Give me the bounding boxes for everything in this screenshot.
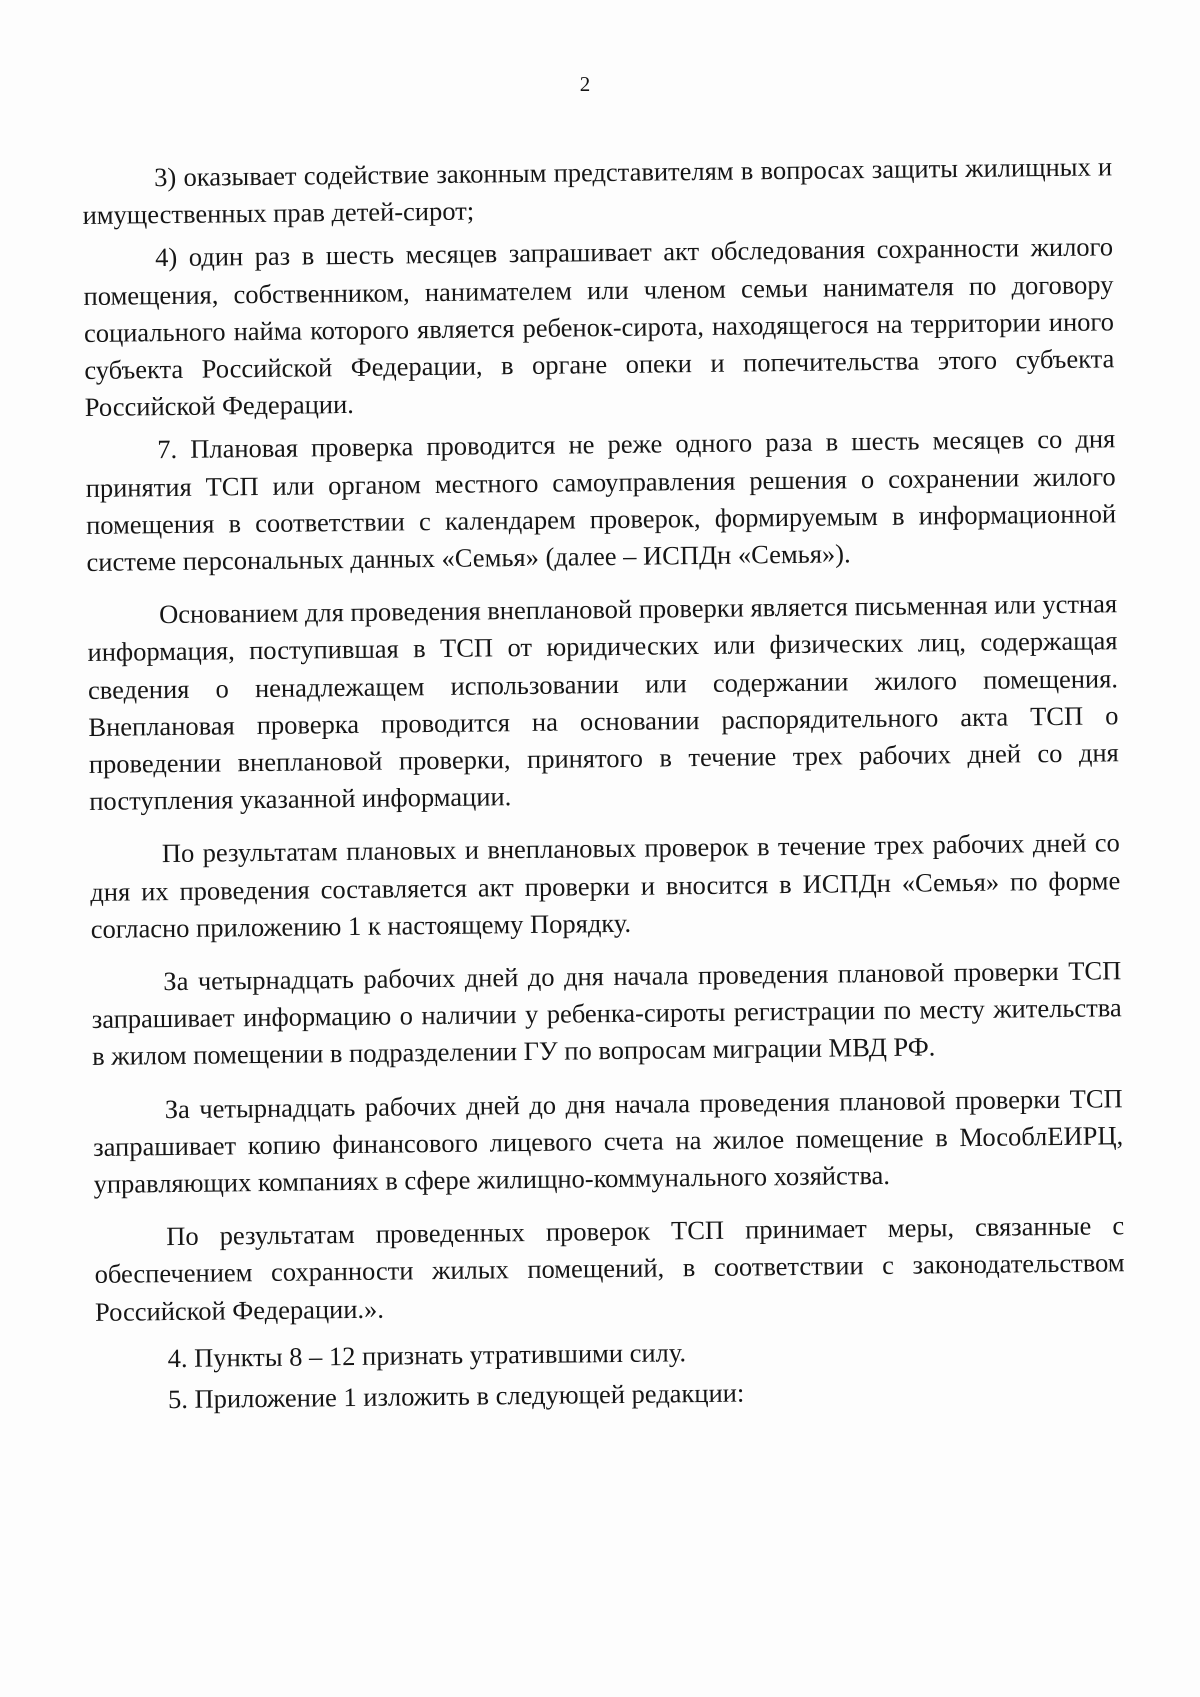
paragraph-point-7: 7. Плановая проверка проводится не реже одного раза в шесть месяцев со дня принятия ТСП или органом местного самоуправления решения о сохранении жилого помещения в соответствии с календарем проверок, формируемым в информационной системе персональных данных «Семья» (далее – ИСПДн «Семья»). — [85, 423, 1117, 578]
page-number: 2 — [579, 72, 591, 96]
paragraph-amendment-5: 5. Приложение 1 изложить в следующей редакции: — [167, 1377, 745, 1415]
paragraph-registration-request: За четырнадцать рабочих дней до дня начала проведения плановой проверки ТСП запрашивает информацию о наличии у ребенка-сироты регистрации по месту жительства в жилом помещении в подразделении ГУ по вопросам миграции МВД РФ. — [91, 955, 1122, 1072]
paragraph-item-4: 4) один раз в шесть месяцев запрашивает акт обследования сохранности жилого помещения, собственником, нанимателем или членом семьи нанимателя по договору социального найма которого является ребенок-сирота, находящегося на территории иного субъекта Российской Федерации, в органе опеки и попечительства этого субъекта Российской Федерации. — [83, 231, 1115, 423]
paragraph-account-copy-request: За четырнадцать рабочих дней до дня начала проведения плановой проверки ТСП запрашивает копию финансового лицевого счета на жилое помещение в МособлЕИРЦ, управляющих компаниях в сфере жилищно-коммунального хозяйства. — [93, 1082, 1124, 1200]
paragraph-item-3: 3) оказывает содействие законным представителям в вопросах защиты жилищных и имущественных прав детей-сирот; — [82, 151, 1113, 231]
paragraph-measures-taken: По результатам проведенных проверок ТСП принимает меры, связанные с обеспечением сохранности жилых помещений, в соответствии с законодательством Российской Федерации.». — [94, 1210, 1125, 1327]
paragraph-amendment-4: 4. Пункты 8 – 12 признать утратившими силу. — [167, 1337, 687, 1373]
document-body — [82, 148, 1126, 1419]
paragraph-check-results-act: По результатам плановых и внеплановых проверок в течение трех рабочих дней со дня их проведения составляется акт проверки и вносится в ИСПДн «Семья» по форме согласно приложению 1 к настоящему Порядку. — [90, 827, 1121, 944]
paragraph-unscheduled-check-basis: Основанием для проведения внеплановой проверки является письменная или устная информация, поступившая в ТСП от юридических или физических лиц, содержащая сведения о ненадлежащем использовании или содержании жилого помещения. Внеплановая проверка проводится на основании распорядительного акта ТСП о проведении внеплановой проверки, принятого в течение трех рабочих дней со дня поступления указанной информации. — [87, 588, 1119, 817]
